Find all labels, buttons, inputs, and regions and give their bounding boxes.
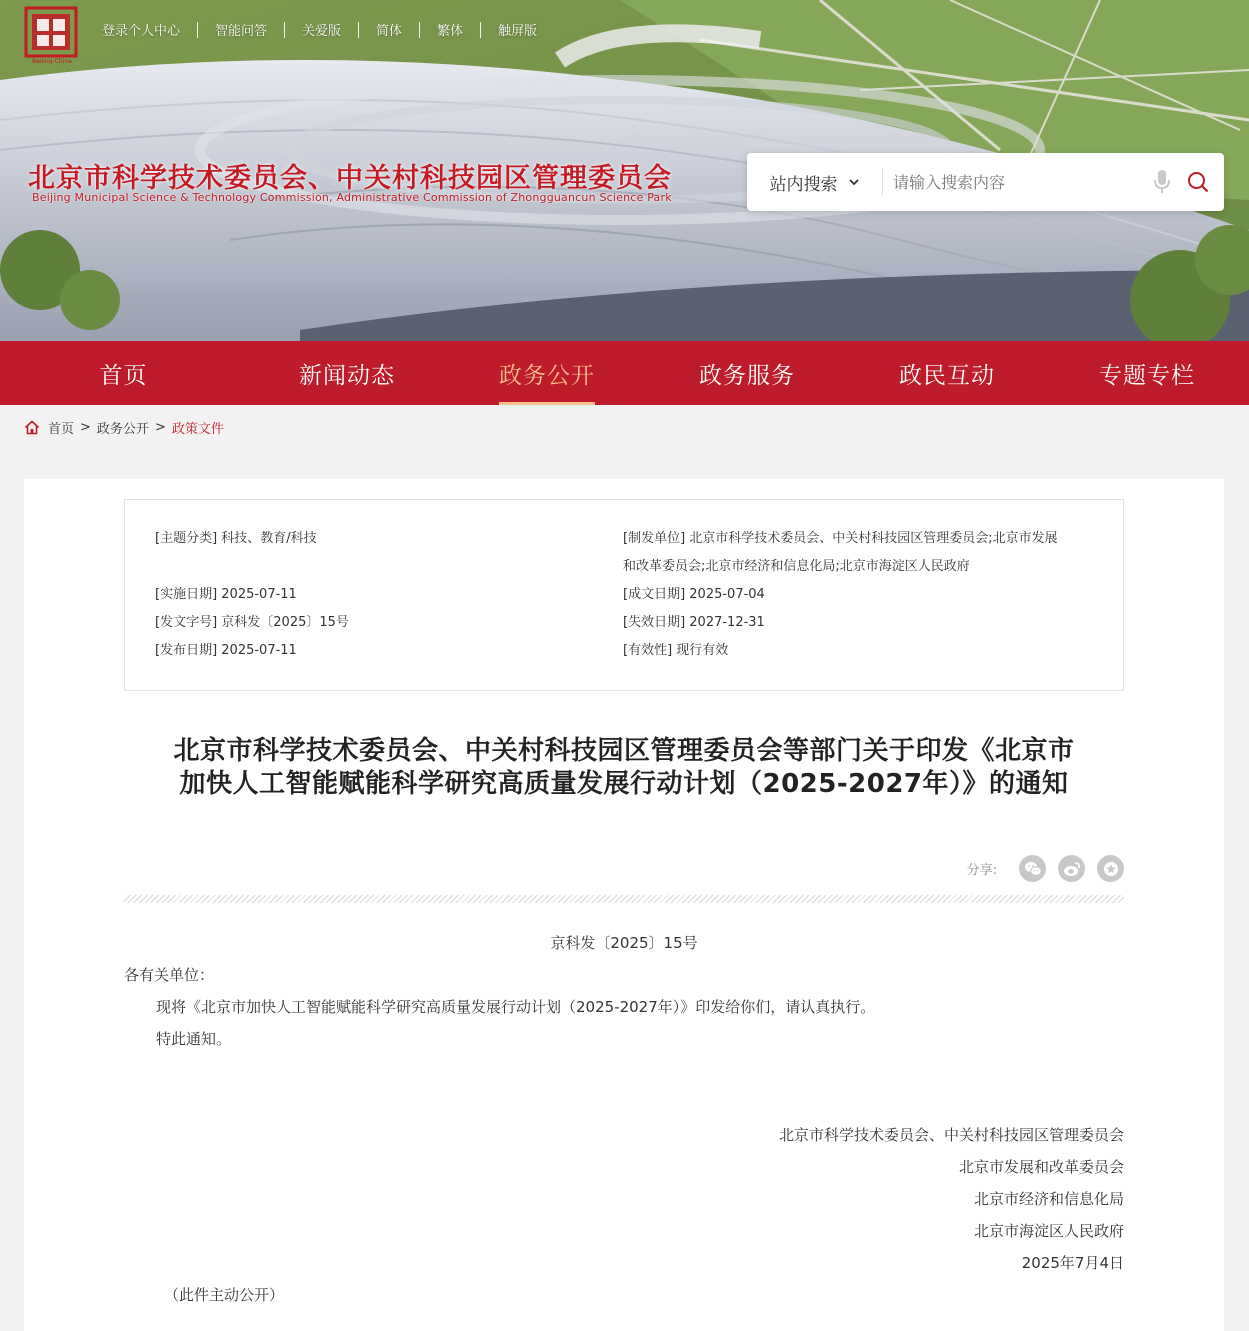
meta-publish-date: [发布日期] 2025-07-11 [155,643,297,658]
body-paragraph: 现将《北京市加快人工智能赋能科学研究高质量发展行动计划（2025-2027年）》印发给你们，请认真执行。 [156,998,876,1016]
meta-effective-date: [实施日期] 2025-07-11 [155,587,297,602]
site-title[interactable]: 北京市科学技术委员会、中关村科技园区管理委员会 [28,163,672,194]
meta-topic: [主题分类] 科技、教育/科技 [155,531,317,546]
home-icon[interactable] [24,420,40,435]
search-box [747,153,1224,211]
top-link-divider [358,22,359,38]
main-nav [0,341,1249,405]
top-link-touch-version[interactable]: 触屏版 [498,24,538,39]
breadcrumb [0,405,1249,449]
nav-item-gov-affairs[interactable]: 政务公开 [447,341,647,405]
top-link-login[interactable]: 登录个人中心 [102,24,181,39]
top-link-simplified[interactable]: 简体 [376,24,403,39]
top-link-care-version[interactable]: 关爱版 [302,24,342,39]
search-icon [1187,171,1209,193]
wechat-icon [1024,861,1042,877]
top-link-divider [480,22,481,38]
top-links [102,20,537,39]
top-link-divider [284,22,285,38]
nav-item-news[interactable]: 新闻动态 [299,362,395,389]
logo-caption: Beijing-China [32,58,72,64]
breadcrumb-gov-affairs[interactable]: 政务公开 [96,421,149,437]
document-meta-table [124,499,1124,691]
top-link-divider [197,22,198,38]
meta-doc-number: [发文字号] 京科发〔2025〕15号 [155,615,349,630]
share-label: 分享: [966,863,997,878]
meta-issuer-line1: [制发单位] 北京市科学技术委员会、中关村科技园区管理委员会;北京市发展 [623,531,1058,546]
chevron-down-icon [848,176,860,188]
star-icon [1103,861,1119,877]
site-logo[interactable] [24,6,80,64]
share-favorite-button[interactable] [1097,855,1124,882]
document-signatures [779,1119,1124,1279]
meta-issuer-line2: 和改革委员会;北京市经济和信息化局;北京市海淀区人民政府 [623,559,970,574]
body-doc-number: 京科发〔2025〕15号 [550,934,698,952]
top-link-divider [419,22,420,38]
share-wechat-button[interactable] [1019,855,1046,882]
public-note: （此件主动公开） [164,1286,285,1304]
breadcrumb-separator: > [154,419,166,435]
signer: 北京市经济和信息化局 [973,1190,1124,1208]
top-link-traditional[interactable]: 繁体 [437,24,464,39]
breadcrumb-separator: > [80,419,91,435]
search-scope-dropdown[interactable] [747,153,882,211]
breadcrumb-current[interactable]: 政策文件 [171,421,224,437]
weibo-icon [1063,861,1081,877]
article-container [24,479,1224,1331]
nav-item-home[interactable]: 首页 [99,362,148,389]
body-paragraph: 特此通知。 [156,1030,232,1048]
share-weibo-button[interactable] [1058,855,1085,882]
meta-written-date: [成文日期] 2025-07-04 [623,587,765,602]
top-link-ai-qa[interactable]: 智能问答 [215,24,268,39]
document-title: 北京市科学技术委员会、中关村科技园区管理委员会等部门关于印发《北京市加快人工智能赋能科学研究高质量发展行动计划（2025-2027年）》的通知 [173,736,1075,799]
nav-item-gov-services[interactable]: 政务服务 [699,362,795,389]
signer: 北京市科学技术委员会、中关村科技园区管理委员会 [778,1126,1124,1144]
search-button[interactable] [1180,164,1216,200]
search-scope-label: 站内搜索 [769,174,838,195]
document-body [124,927,1124,1055]
microphone-icon [1153,169,1171,195]
signer: 北京市海淀区人民政府 [973,1222,1124,1240]
share-bar [967,855,1124,882]
signer: 北京市发展和改革委员会 [958,1158,1124,1176]
signature-date: 2025年7月4日 [1021,1254,1124,1272]
breadcrumb-home[interactable]: 首页 [48,421,75,437]
body-salutation: 各有关单位： [124,966,215,984]
meta-validity: [有效性] 现行有效 [623,643,729,658]
site-subtitle: Beijing Municipal Science & Technology Commission, Administrative Commission of Zhongguancun Science Park [32,191,672,204]
search-input[interactable] [883,153,1144,211]
banner [0,0,1249,341]
divider-hatch [124,895,1124,903]
meta-expiry-date: [失效日期] 2027-12-31 [623,615,765,630]
nav-item-special-topics[interactable]: 专题专栏 [1099,362,1195,389]
voice-search-button[interactable] [1144,164,1180,200]
nav-item-interaction[interactable]: 政民互动 [899,362,995,389]
